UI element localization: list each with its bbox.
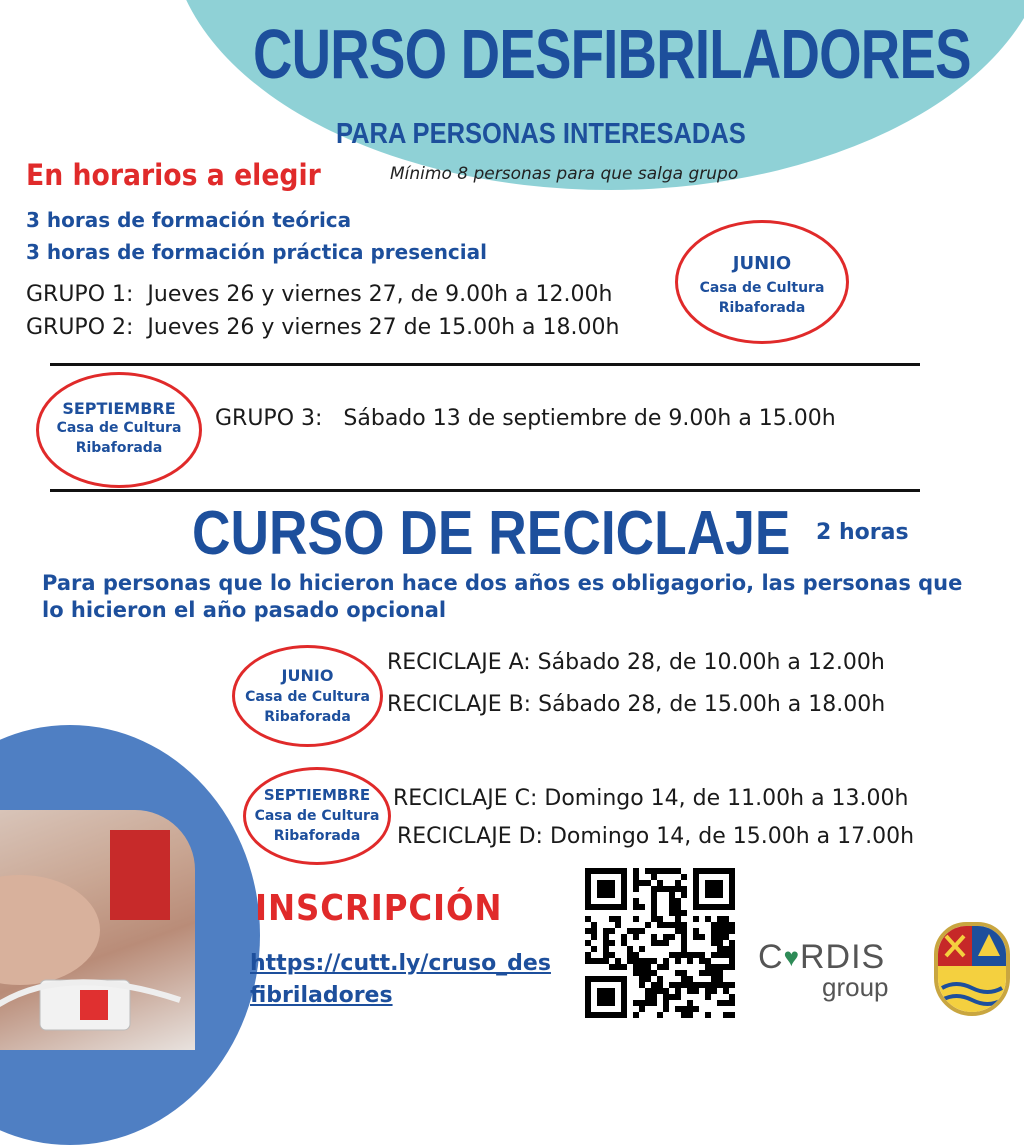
- registration-link-line1[interactable]: https://cutt.ly/cruso_des: [250, 951, 551, 976]
- practice-hours: 3 horas de formación práctica presencial: [26, 240, 487, 264]
- recycling-september-stamp: [243, 767, 391, 865]
- group-label: GRUPO 2:: [26, 315, 134, 340]
- group-label: GRUPO 3:: [215, 406, 323, 431]
- crest-graphic: [938, 926, 1006, 1012]
- minimum-group-note: Mínimo 8 personas para que salga grupo: [390, 164, 739, 184]
- logo-text: RDIS: [800, 938, 886, 976]
- registration-link[interactable]: [250, 948, 551, 1012]
- registration-link-line2[interactable]: fibriladores: [250, 983, 393, 1008]
- schedule-heading: En horarios a elegir: [26, 158, 321, 192]
- page-subtitle: PARA PERSONAS INTERESADAS: [336, 118, 746, 150]
- september-location-stamp: [36, 372, 202, 488]
- group-label: GRUPO 1:: [26, 282, 134, 307]
- stamp-month: SEPTIEMBRE: [62, 399, 176, 418]
- stamp-place: Casa de Cultura: [245, 689, 370, 705]
- recycling-duration: 2 horas: [816, 520, 909, 545]
- stamp-month: JUNIO: [732, 253, 792, 274]
- recycling-label: RECICLAJE C:: [393, 786, 538, 811]
- stamp-place: Casa de Cultura: [56, 420, 182, 436]
- stamp-town: Ribaforada: [75, 440, 163, 456]
- qr-code-graphic: [585, 868, 735, 1018]
- cordis-group-logo: [758, 940, 889, 1000]
- stamp-place: Casa de Cultura: [254, 808, 380, 824]
- theory-hours: 3 horas de formación teórica: [26, 208, 352, 232]
- recycling-b-row: [387, 692, 885, 717]
- recycling-label: RECICLAJE A:: [387, 650, 531, 675]
- stamp-place: Casa de Cultura: [699, 280, 825, 296]
- section-divider: [50, 363, 920, 366]
- recycling-schedule: Domingo 14, de 15.00h a 17.00h: [549, 824, 915, 849]
- group-1-row: [26, 282, 612, 307]
- group-3-row: [215, 406, 836, 431]
- recycling-a-row: [387, 650, 885, 675]
- stamp-month: SEPTIEMBRE: [263, 786, 371, 804]
- recycling-june-stamp: [232, 645, 383, 747]
- qr-code-icon: [585, 868, 735, 1018]
- section-divider: [50, 489, 920, 492]
- page-title: CURSO DESFIBRILADORES: [253, 15, 971, 93]
- group-schedule: Sábado 13 de septiembre de 9.00h a 15.00h: [343, 406, 836, 431]
- cpr-manikin-illustration: [0, 810, 195, 1050]
- stamp-month: JUNIO: [281, 666, 334, 685]
- heart-icon: ♥: [783, 942, 800, 972]
- recycling-d-row: [397, 824, 914, 849]
- recycling-schedule: Sábado 28, de 10.00h a 12.00h: [537, 650, 885, 675]
- stamp-town: Ribaforada: [718, 300, 806, 316]
- recycling-label: RECICLAJE D:: [397, 824, 543, 849]
- recycling-course-title: CURSO DE RECICLAJE: [192, 499, 791, 568]
- june-location-stamp: [675, 220, 849, 344]
- group-schedule: Jueves 26 y viernes 27 de 15.00h a 18.00h: [147, 315, 620, 340]
- coat-of-arms-icon: [934, 922, 1010, 1016]
- stamp-town: Ribaforada: [264, 709, 351, 725]
- registration-heading: INSCRIPCIÓN: [255, 888, 503, 929]
- recycling-schedule: Domingo 14, de 11.00h a 13.00h: [544, 786, 909, 811]
- logo-subtext: group: [822, 972, 889, 1002]
- stamp-town: Ribaforada: [273, 828, 361, 844]
- group-2-row: [26, 315, 619, 340]
- cpr-training-photo: [0, 810, 195, 1050]
- recycling-schedule: Sábado 28, de 15.00h a 18.00h: [538, 692, 886, 717]
- recycling-description: Para personas que lo hicieron hace dos años es obligagorio, las personas que lo hicieron el año pasado opcional: [42, 571, 963, 622]
- recycling-c-row: [393, 786, 908, 811]
- logo-letter: C: [758, 938, 784, 976]
- recycling-label: RECICLAJE B:: [387, 692, 532, 717]
- group-schedule: Jueves 26 y viernes 27, de 9.00h a 12.00h: [147, 282, 613, 307]
